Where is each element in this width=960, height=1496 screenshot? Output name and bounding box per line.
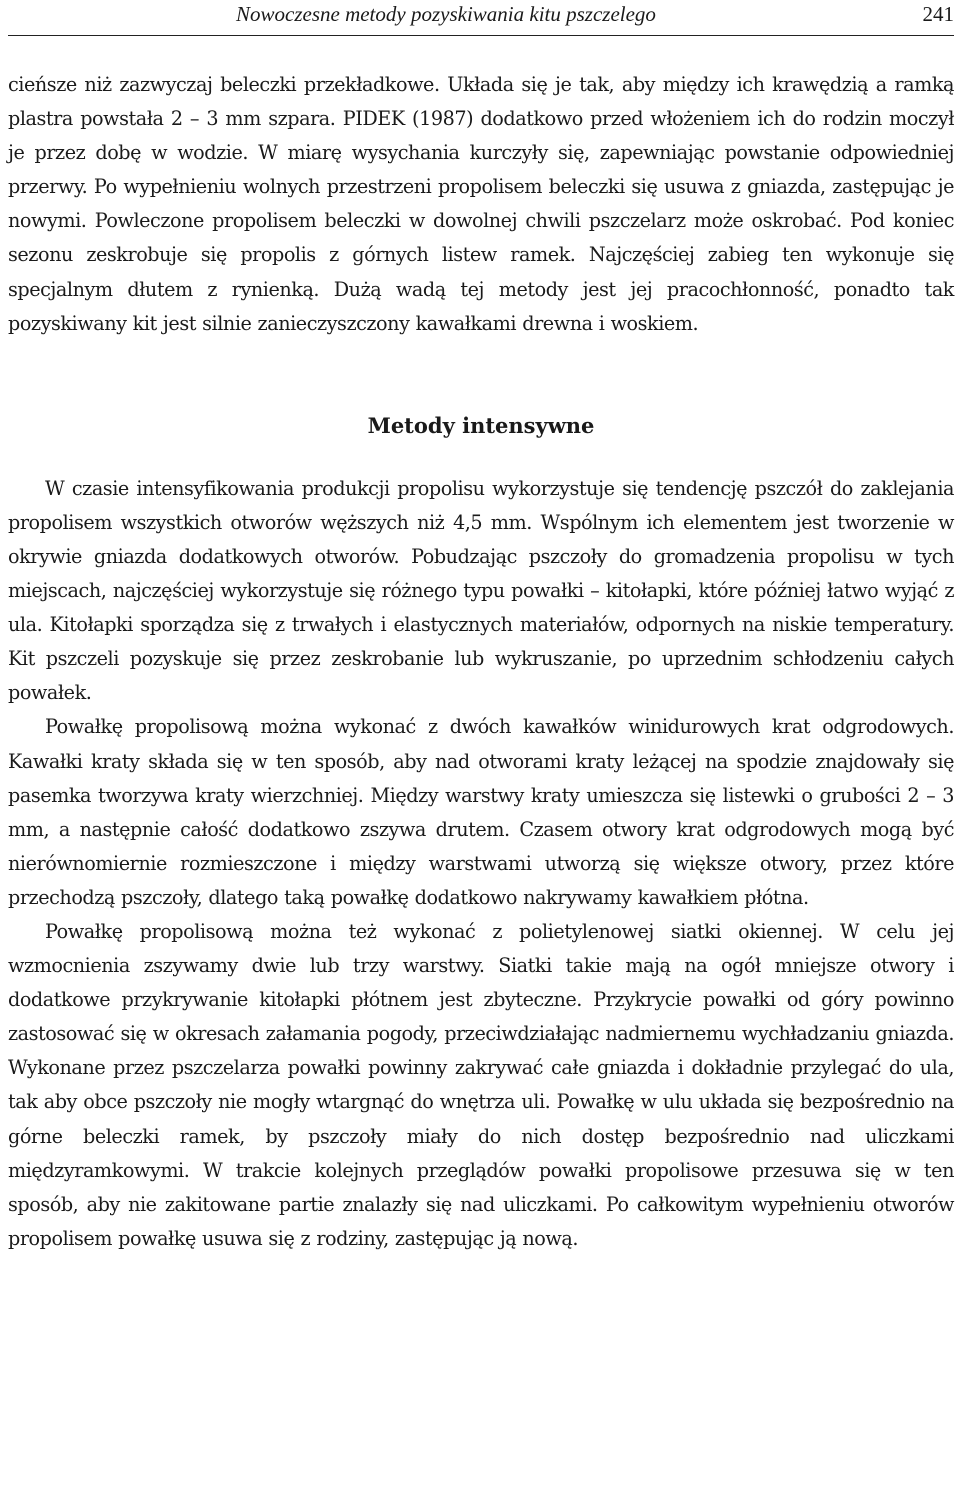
continued-paragraph: cieńsze niż zazwyczaj beleczki przekładkowe. Układa się je tak, aby między ich krawędzią a ramką plastra powstała 2 – 3 mm szpara. PIDEK (1987) dodatkowo przed włożeniem ich do rodzin moczył je przez dobę w wodzie. W miarę wysychania kurczyły się, zapewniając powstanie odpowiedniej przerwy. Po wypełnieniu wolnych przestrzeni propolisem beleczki się usuwa z gniazda, zastępując je nowymi. Powleczone propolisem beleczki w dowolnej chwili pszczelarz może oskrobać. Pod koniec sezonu zeskrobuje się propolis z górnych listew ramek. Najczęściej zabieg ten wykonuje się specjalnym dłutem z rynienką. Dużą wadą tej metody jest jej pracochłonność, ponadto tak pozyskiwany kit jest silnie zanieczyszczony kawałkami drewna i woskiem. [8,73,954,335]
body-paragraph-1: W czasie intensyfikowania produkcji propolisu wykorzystuje się tendencję pszczół do zaklejania propolisem wszystkich otworów węższych niż 4,5 mm. Wspólnym ich elementem jest tworzenie w okrywie gniazda dodatkowych otworów. Pobudzając pszczoły do gromadzenia propolisu w tych miejscach, najczęściej wykorzystuje się różnego typu powałki – kitołapki, które później łatwo wyjąć z ula. Kitołapki sporządza się z trwałych i elastycznych materiałów, odpornych na niskie temperatury. Kit pszczeli pozyskuje się przez zeskrobanie lub wykruszanie, po uprzednim schłodzeniu całych powałek. [8,476,954,705]
body-paragraph-3: Powałkę propolisową można też wykonać z polietylenowej siatki okiennej. W celu jej wzmocnienia zszywamy dwie lub trzy warstwy. Siatki takie mają na ogół mniejsze otwory i dodatkowe przykrywanie kitołapki płótnem jest zbyteczne. Przykrycie powałki od góry powinno zastosować się w okresach załamania pogody, przeciwdziałając nadmiernemu wychładzaniu gniazda. Wykonane przez pszczelarza powałki powinny zakrywać całe gniazda i dokładnie przylegać do ula, tak aby obce pszczoły nie mogły wtargnąć do wnętrza uli. Powałkę w ulu układa się bezpośrednio na górne beleczki ramek, by pszczoły miały do nich dostęp bezpośrednio nad uliczkami międzyramkowymi. W trakcie kolejnych przeglądów powałki propolisowe przesuwa się w ten sposób, aby nie zakitowane partie znalazły się nad uliczkami. Po całkowitym wypełnieniu otworów propolisem powałkę usuwa się z rodziny, zastępując ją nową. [8,919,954,1250]
body-paragraph-2: Powałkę propolisową można wykonać z dwóch kawałków winidurowych krat odgrodowych. Kawałki kraty składa się w ten sposób, aby nad otworami kraty leżącej na spodzie znajdowały się pasemka tworzywa kraty wierzchniej. Między warstwy kraty umieszcza się listewki o grubości 2 – 3 mm, a następnie całość dodatkowo zszywa drutem. Czasem otwory krat odgrodowych mogą być nierównomiernie rozmieszczone i między warstwami utworzą się większe otwory, przez które przechodzą pszczoły, dlatego taką powałkę dodatkowo nakrywamy kawałkiem płótna. [8,715,954,909]
running-title: Nowoczesne metody pozyskiwania kitu pszczelego [236,2,656,26]
running-header [8,0,954,40]
section-heading: Metody intensywne [367,412,595,438]
page-number: 241 [922,2,954,26]
header-rule [8,35,954,36]
document-page [8,0,954,1256]
